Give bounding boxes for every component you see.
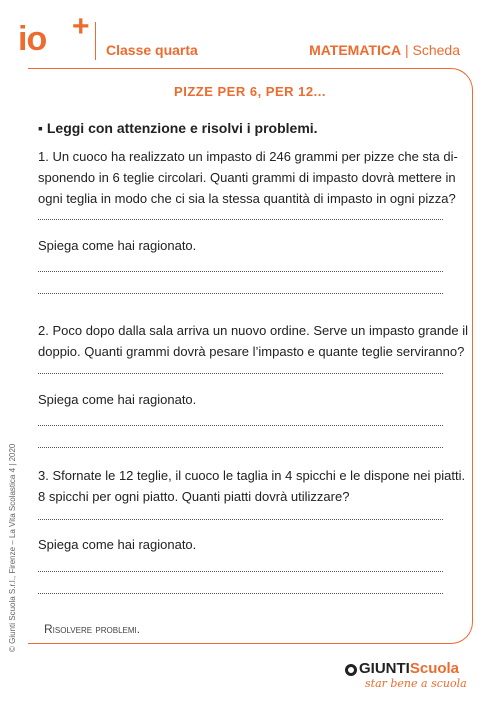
explain-line-1a[interactable] <box>38 270 443 272</box>
problem-2-line-1: 2. Poco dopo dalla sala arriva un nuovo ordine. Serve un impasto grande il <box>38 323 468 338</box>
io-plus-logo <box>18 10 89 58</box>
problem-2-line-2: doppio. Quanti grammi dovrà pesare l’impasto e quante teglie serviranno? <box>38 344 465 359</box>
problem-1-line-1: 1. Un cuoco ha realizzato un impasto di 246 grammi per pizze che sta di- <box>38 149 458 164</box>
subject-name: MATEMATICA <box>309 42 402 58</box>
problem-3-text <box>38 465 468 507</box>
explain-line-3a[interactable] <box>38 570 443 572</box>
brand-tagline: star bene a scuola <box>365 677 467 690</box>
copyright-note: © Giunti Scuola S.r.l., Firenze – La Vita Scolastica 4 | 2020 <box>8 443 17 652</box>
explain-line-1b[interactable] <box>38 292 443 294</box>
explain-line-3b[interactable] <box>38 592 443 594</box>
instructions: ▪ Leggi con attenzione e risolvi i problemi. <box>38 120 318 136</box>
problem-3-line-1: 3. Sfornate le 12 teglie, il cuoco le taglia in 4 spicchi e le dispone nei piatti. <box>38 468 466 483</box>
class-label: Classe quarta <box>106 42 198 58</box>
skill-label: Risolvere problemi. <box>44 622 141 636</box>
giunti-g-icon <box>345 664 357 676</box>
problem-2-text <box>38 320 468 362</box>
explain-label-3: Spiega come hai ragionato. <box>38 537 197 552</box>
logo-plus: + <box>72 10 89 43</box>
explain-label-2: Spiega come hai ragionato. <box>38 392 197 407</box>
logo-text: io <box>18 20 47 58</box>
answer-line-2[interactable] <box>38 372 443 374</box>
page-title: PIZZE PER 6, PER 12... <box>174 84 326 99</box>
problem-1-text <box>38 146 468 209</box>
subject-label <box>309 42 460 58</box>
header-divider <box>95 22 96 60</box>
explain-line-2a[interactable] <box>38 424 443 426</box>
brand-scuola-text: Scuola <box>409 660 460 677</box>
explain-line-2b[interactable] <box>38 446 443 448</box>
problem-1-line-3: ogni teglia in modo che ci sia la stessa quantità di impasto in ogni pizza? <box>38 191 456 206</box>
giunti-scuola-logo <box>345 660 485 690</box>
explain-label-1: Spiega come hai ragionato. <box>38 238 197 253</box>
sheet-type: Scheda <box>412 42 460 58</box>
problem-1-line-2: sponendo in 6 teglie circolari. Quanti grammi di impasto dovrà mettere in <box>38 170 456 185</box>
brand-main-text: GIUNTI <box>359 660 410 677</box>
subject-separator: | <box>404 42 409 58</box>
answer-line-1[interactable] <box>38 218 443 220</box>
answer-line-3[interactable] <box>38 518 443 520</box>
problem-3-line-2: 8 spicchi per ogni piatto. Quanti piatti dovrà utilizzare? <box>38 489 350 504</box>
brand-name <box>345 660 485 677</box>
